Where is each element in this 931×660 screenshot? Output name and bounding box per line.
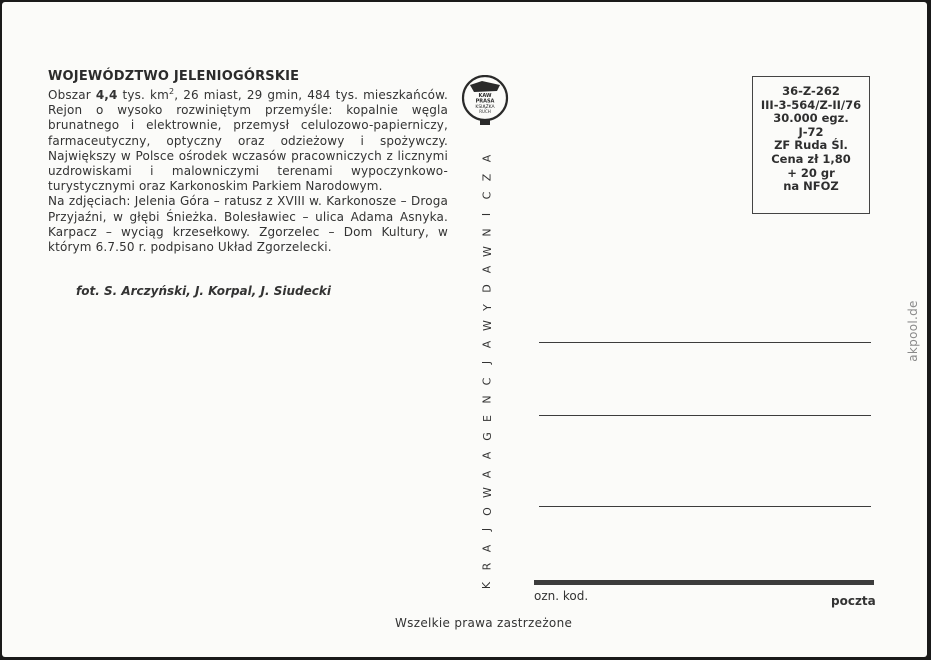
publisher-letter: A: [480, 451, 494, 460]
region-description: [48, 88, 448, 255]
publisher-logo: [460, 75, 510, 125]
publisher-letter: W: [480, 487, 494, 499]
stamp-line: na NFOZ: [783, 179, 839, 194]
publisher-letter: A: [480, 470, 494, 478]
postcard-back: [2, 2, 927, 657]
logo-text-1: PRASA: [475, 98, 495, 105]
address-line-2: [539, 415, 871, 416]
stamp-line: + 20 gr: [787, 165, 835, 180]
publisher-letter: K: [480, 581, 494, 590]
area-unit-superscript: 2: [168, 87, 175, 96]
publisher-logo-icon: [460, 75, 510, 125]
publisher-letter: J: [480, 528, 494, 532]
publisher-letter: N: [480, 395, 494, 404]
stamp-line: III-3-564/Z-II/76: [760, 97, 862, 112]
publisher-letter: W: [480, 320, 494, 332]
region-title: WOJEWÓDZTWO JELENIOGÓRSKIE: [48, 69, 300, 84]
publisher-letter: A: [480, 154, 494, 163]
stamp-line: 30.000 egz.: [773, 111, 849, 126]
publisher-letter: W: [480, 245, 494, 257]
publisher-letter: E: [480, 414, 494, 422]
logo-text-3: RUCH: [479, 109, 491, 114]
stamp-line: ZF Ruda Śl.: [774, 138, 848, 153]
address-line-1: [539, 342, 871, 343]
publisher-letter: A: [480, 340, 494, 348]
stamp-line: 36-Z-262: [782, 84, 840, 98]
watermark: [900, 298, 926, 368]
description-photos: Na zdjęciach: Jelenia Góra – ratusz z XVIII w. Karkonosze – Droga Przyjaźni, w głębi Śnieżka. Bolesławiec – ulica Adama Asnyka. Karpacz – wyciąg krzesełkowy. Zgorzelec – Dom Kultury, w którym 6.7.50 r. podpisano Układ Zgorzelecki.: [48, 194, 448, 255]
address-line-3: [539, 506, 871, 507]
publisher-letter: R: [480, 563, 494, 571]
publisher-letter: G: [480, 432, 494, 442]
publisher-letter: C: [480, 377, 494, 386]
stamp-line: J-72: [798, 124, 824, 139]
description-summary: Obszar 4,4 tys. $km^2$, 26 miast, 29 gmin, 484 tys. mieszkańców. Rejon o wysoko rozwiniętym przemyśle: kopalnie węgla brunatnego i elektrownie, przemysł celulozowo-papierniczy, farmaceutyczny, optyczny oraz odzieżowy i spożywczy. Największy w Polsce ośrodek wczasów pracowniczych z licznymi uzdrowiskami i malowniczymi terenami wypoczynkowo-turystycznymi oraz Karkonoskim Parkiem Narodowym.: [48, 87, 448, 194]
publisher-letter: J: [480, 361, 494, 365]
postal-code-label: ozn. kod.: [534, 589, 589, 603]
publisher-letter: N: [480, 228, 494, 237]
publisher-letter: Y: [480, 303, 494, 311]
photo-credit: fot. S. Arczyński, J. Korpal, J. Siudecki: [76, 284, 331, 298]
logo-text-2: KSIĄŻKA: [475, 105, 495, 110]
publisher-letter: D: [480, 284, 494, 293]
rights-notice: Wszelkie prawa zastrzeżone: [395, 616, 573, 630]
publisher-vertical-text: [478, 152, 498, 592]
publisher-letter: A: [480, 266, 494, 274]
address-bottom-rule: [534, 580, 874, 585]
logo-text-0: KAW: [478, 93, 492, 99]
publisher-letter: A: [480, 544, 494, 553]
publisher-letter: Z: [480, 173, 494, 181]
publisher-letter: C: [480, 191, 494, 200]
watermark-text: akpool.de: [906, 300, 920, 362]
publisher-letter: I: [480, 212, 494, 216]
publisher-letter: O: [480, 506, 494, 516]
price-stamp-box: [752, 76, 870, 214]
area-value: 4,4: [95, 88, 118, 102]
stamp-line: Cena zł 1,80: [771, 151, 851, 166]
post-office-label: poczta: [831, 594, 876, 608]
